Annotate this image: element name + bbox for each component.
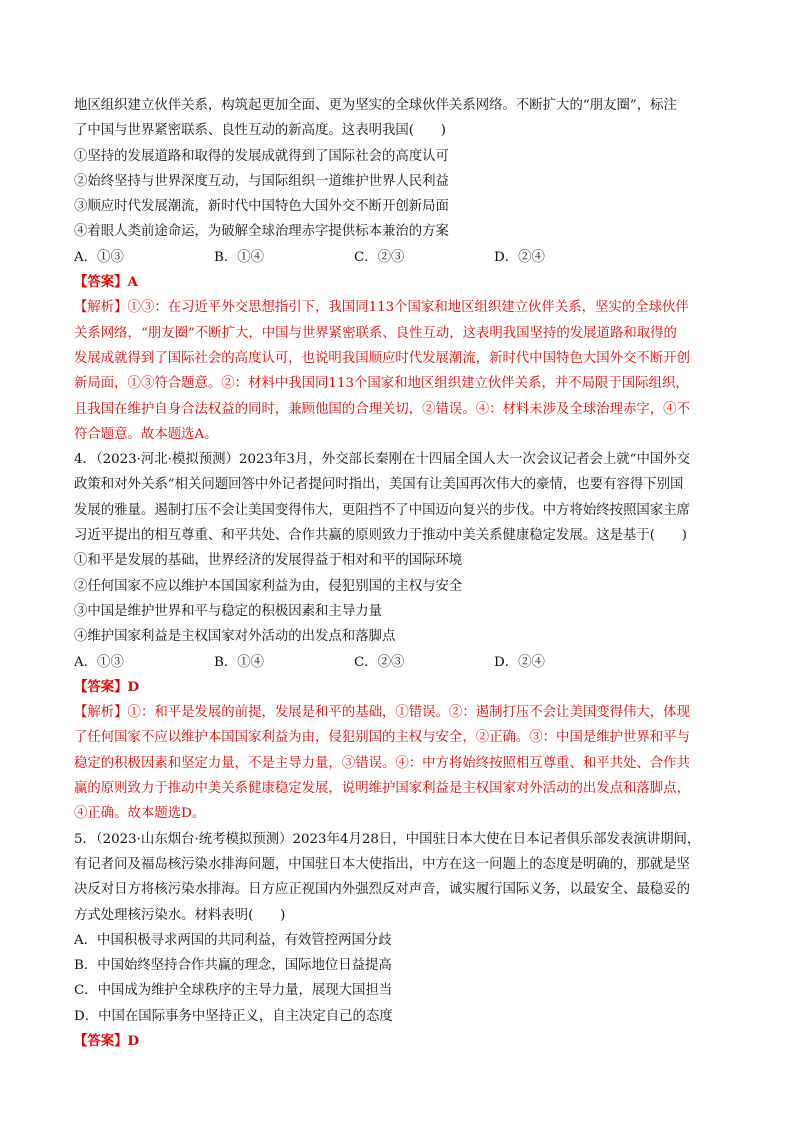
answer-label: 【答案】D bbox=[74, 678, 140, 695]
document-page bbox=[74, 93, 730, 1054]
option-a: A．①③ bbox=[74, 249, 124, 265]
analysis-line: 符合题意。故本题选A。 bbox=[74, 426, 218, 442]
analysis-line: 稳定的积极因素和坚定力量，不是主导力量，③错误。④：中方将始终按照相互尊重、和平共处、合作共 bbox=[74, 755, 690, 771]
option-d: D．②④ bbox=[494, 249, 545, 265]
analysis-line: 【解析】①③：在习近平外交思想指引下，我国同113个国家和地区组织建立伙伴关系，坚实的全球伙伴 bbox=[74, 300, 689, 316]
option-c: C．②③ bbox=[354, 654, 405, 670]
analysis-line: ④正确。故本题选D。 bbox=[74, 806, 206, 822]
question-stem-line: 决反对日方将核污染水排海。日方应正视国内外强烈反对声音，诚实履行国际义务，以最安全、最稳妥的 bbox=[74, 882, 690, 898]
choice-d: D．中国在国际事务中坚持正义，自主决定自己的态度 bbox=[74, 1008, 393, 1024]
analysis-line: 【解析】①：和平是发展的前提，发展是和平的基础，①错误。②：遏制打压不会让美国变得伟大，体现 bbox=[74, 705, 690, 721]
answer-label: 【答案】A bbox=[74, 274, 138, 291]
analysis-line: 关系网络，“朋友圈”不断扩大，中国与世界紧密联系、良性互动，这表明我国坚持的发展道路和取得的 bbox=[74, 325, 677, 341]
analysis-line: 了任何国家不应以维护本国国家利益为由，侵犯别国的主权与安全，②正确。③：中国是维护世界和平与 bbox=[74, 730, 690, 746]
option-row bbox=[74, 650, 730, 675]
statement-item: ①和平是发展的基础，世界经济的发展得益于相对和平的国际环境 bbox=[74, 553, 463, 569]
analysis-line: 赢的原则致力于推动中美关系健康稳定发展，说明维护国家利益是主权国家对外活动的出发点和落脚点， bbox=[74, 781, 690, 797]
question-stem-line: 4．（2023·河北·模拟预测）2023年3月，外交部长秦刚在十四届全国人大一次会议记者会上就“中国外交 bbox=[74, 452, 691, 468]
question-stem-line: 地区组织建立伙伴关系，构筑起更加全面、更为坚实的全球伙伴关系网络。不断扩大的“朋友圈”，标注 bbox=[74, 98, 677, 113]
option-c: C．②③ bbox=[354, 249, 405, 265]
analysis-line: 新局面，①③符合题意。②：材料中我国同113个国家和地区组织建立伙伴关系，并不局限于国际组织， bbox=[74, 376, 689, 392]
question-stem-line: 发展的雅量。遏制打压不会让美国变得伟大，更阻挡不了中国迈向复兴的步伐。中方将始终按照国家主席 bbox=[74, 502, 690, 518]
choice-c: C．中国成为维护全球秩序的主导力量，展现大国担当 bbox=[74, 983, 393, 999]
statement-item: ③顺应时代发展潮流，新时代中国特色大国外交不断开创新局面 bbox=[74, 199, 449, 215]
question-stem-line: 5．（2023·山东烟台·统考模拟预测）2023年4月28日，中国驻日本大使在日本记者俱乐部发表演讲期间， bbox=[74, 831, 701, 847]
choice-a: A．中国积极寻求两国的共同利益，有效管控两国分歧 bbox=[74, 932, 392, 948]
option-d: D．②④ bbox=[494, 654, 545, 670]
statement-item: ②始终坚持与世界深度互动，与国际组织一道维护世界人民利益 bbox=[74, 173, 449, 189]
statement-item: ①坚持的发展道路和取得的发展成就得到了国际社会的高度认可 bbox=[74, 148, 449, 164]
answer-label: 【答案】D bbox=[74, 1032, 140, 1049]
question-stem-line: 有记者问及福岛核污染水排海问题，中国驻日本大使指出，中方在这一问题上的态度是明确的，那就是坚 bbox=[74, 856, 690, 872]
statement-item: ③中国是维护世界和平与稳定的积极因素和主导力量 bbox=[74, 603, 382, 619]
analysis-line: 发展成就得到了国际社会的高度认可，也说明我国顺应时代发展潮流，新时代中国特色大国外交不断开创 bbox=[74, 350, 690, 366]
option-row bbox=[74, 245, 730, 270]
statement-item: ②任何国家不应以维护本国国家利益为由，侵犯别国的主权与安全 bbox=[74, 578, 463, 594]
option-a: A．①③ bbox=[74, 654, 124, 670]
question-4 bbox=[74, 447, 730, 826]
question-stem-line: 了中国与世界紧密联系、良性互动的新高度。这表明我国( ) bbox=[74, 123, 446, 139]
question-3 bbox=[74, 93, 730, 447]
option-b: B．①④ bbox=[214, 249, 265, 265]
analysis-line: 且我国在维护自身合法权益的同时，兼顾他国的合理关切，②错误。④：材料未涉及全球治理赤字，④不 bbox=[74, 401, 690, 417]
statement-item: ④着眼人类前途命运，为破解全球治理赤字提供标本兼治的方案 bbox=[74, 224, 449, 240]
question-5 bbox=[74, 827, 730, 1055]
option-b: B．①④ bbox=[214, 654, 265, 670]
question-stem-line: 政策和对外关系”相关问题回答中外记者提问时指出，美国有让美国再次伟大的豪情，也要有容得下别国 bbox=[74, 477, 684, 493]
choice-b: B．中国始终坚持合作共赢的理念，国际地位日益提高 bbox=[74, 958, 392, 974]
statement-item: ④维护国家利益是主权国家对外活动的出发点和落脚点 bbox=[74, 629, 396, 645]
question-stem-line: 习近平提出的相互尊重、和平共处、合作共赢的原则致力于推动中美关系健康稳定发展。这是基于( ) bbox=[74, 528, 688, 544]
question-stem-line: 方式处理核污染水。材料表明( ) bbox=[74, 907, 286, 923]
